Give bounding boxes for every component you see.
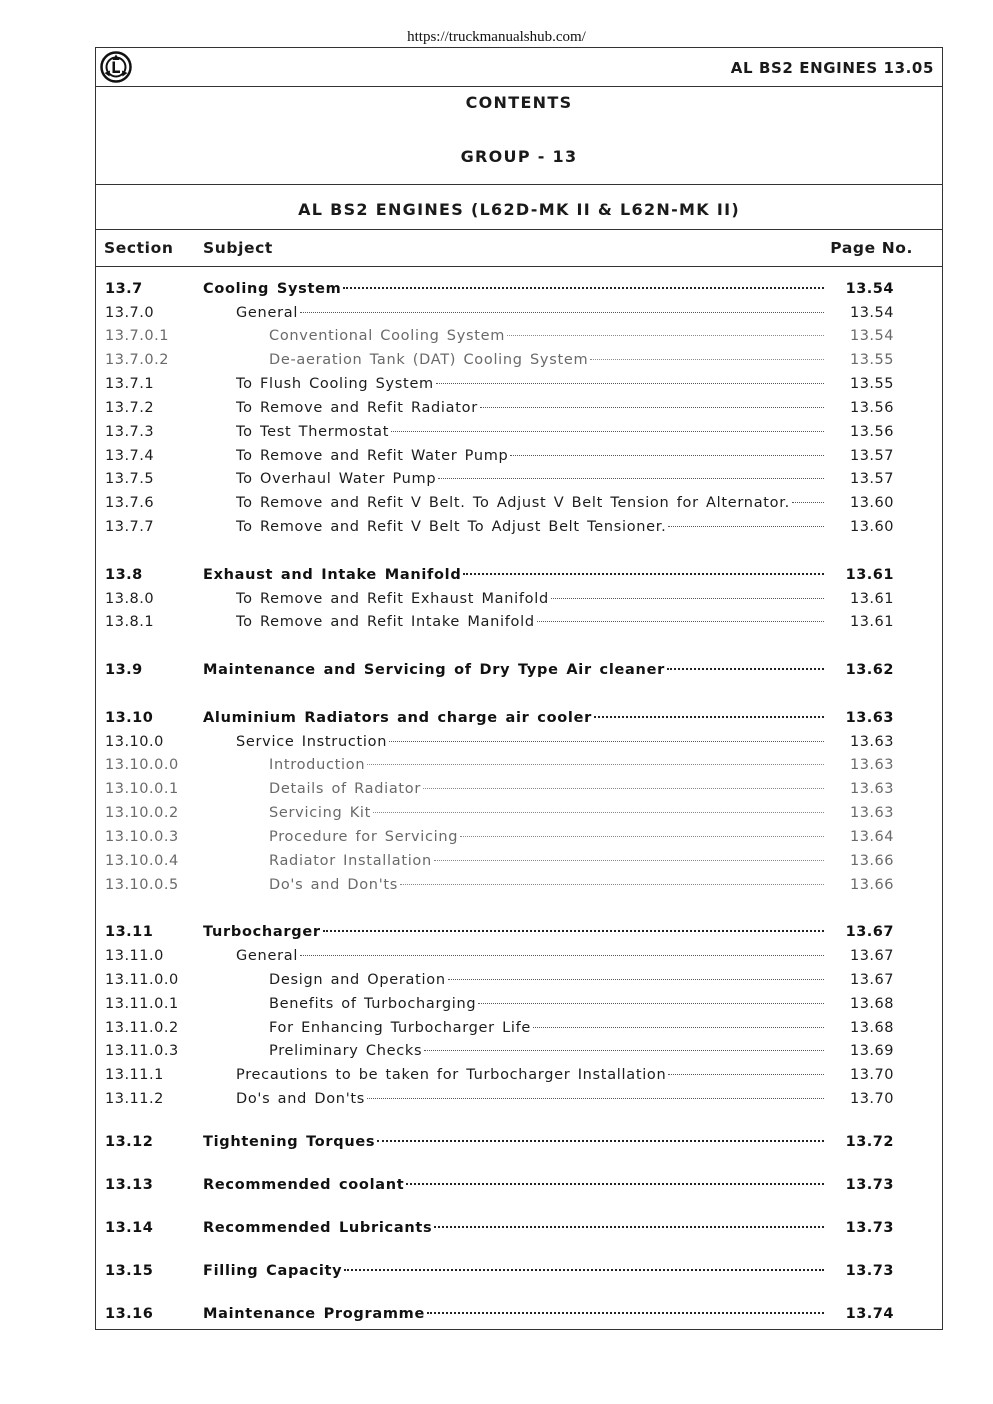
toc-section-number: 13.11.0.2 (105, 1020, 179, 1036)
dot-leader (406, 1183, 824, 1185)
toc-subject-text: To Remove and Refit Water Pump (236, 448, 509, 464)
toc-page-number: 13.70 (849, 1067, 894, 1083)
toc-subject-text: Do's and Don'ts (269, 877, 399, 893)
dot-leader (373, 812, 824, 813)
toc-entry[interactable] (96, 851, 942, 871)
toc-page-number: 13.54 (849, 305, 894, 321)
dot-leader (438, 478, 824, 479)
toc-page-number: 13.63 (845, 710, 894, 726)
page-frame (95, 47, 943, 1330)
dot-leader (507, 335, 824, 336)
toc-entry[interactable] (96, 660, 942, 680)
dot-leader (434, 860, 824, 861)
column-header-page: Page No. (830, 239, 913, 257)
toc-entry[interactable] (96, 517, 942, 537)
dot-leader (533, 1027, 824, 1028)
page-header (96, 48, 942, 87)
toc-page-number: 13.63 (849, 805, 894, 821)
toc-page-number: 13.64 (849, 829, 894, 845)
toc-subject-text: Maintenance and Servicing of Dry Type Air cleaner (203, 662, 665, 678)
toc-page-number: 13.55 (849, 352, 894, 368)
source-url[interactable]: https://truckmanualshub.com/ (407, 29, 586, 45)
toc-subject-text: Tightening Torques (203, 1134, 376, 1150)
toc-subject (203, 708, 824, 728)
toc-subject-text: Recommended Lubricants (203, 1220, 433, 1236)
toc-page-number: 13.60 (849, 519, 894, 535)
toc-subject-text: To Remove and Refit Radiator (236, 400, 478, 416)
dot-leader (510, 455, 824, 456)
contents-title: CONTENTS (465, 93, 573, 112)
toc-page-number: 13.67 (849, 972, 894, 988)
toc-section-number: 13.11.0.0 (105, 972, 179, 988)
toc-page-number: 13.54 (849, 328, 894, 344)
toc-subject-text: To Remove and Refit Exhaust Manifold (236, 591, 549, 607)
toc-page-number: 13.54 (845, 281, 894, 297)
toc-subject-text: Design and Operation (269, 972, 446, 988)
toc-entry[interactable] (96, 303, 942, 323)
toc-page-number: 13.67 (849, 948, 894, 964)
toc-subject (236, 374, 824, 394)
toc-subject (203, 1132, 824, 1152)
toc-subject-text: Do's and Don'ts (236, 1091, 366, 1107)
toc-section-number: 13.7.0.1 (105, 328, 169, 344)
toc-page-number: 13.66 (849, 877, 894, 893)
toc-page-number: 13.60 (849, 495, 894, 511)
toc-subject-text: For Enhancing Turbocharger Life (269, 1020, 532, 1036)
toc-subject (236, 422, 824, 442)
toc-section-number: 13.10.0 (105, 734, 164, 750)
toc-subject (236, 946, 824, 966)
dot-leader (668, 1074, 824, 1075)
column-header-subject: Subject (203, 239, 273, 257)
toc-page-number: 13.74 (845, 1306, 894, 1322)
toc-subject (203, 1261, 824, 1281)
dot-leader (367, 764, 824, 765)
toc-section-number: 13.11 (105, 924, 154, 940)
toc-section-number: 13.15 (105, 1263, 154, 1279)
toc-section-number: 13.7.0 (105, 305, 155, 321)
toc-subject (269, 779, 824, 799)
toc-entry[interactable] (96, 446, 942, 466)
toc-entry[interactable] (96, 708, 942, 728)
toc-subject (203, 660, 824, 680)
toc-section-number: 13.7.5 (105, 471, 155, 487)
toc-page-number: 13.62 (845, 662, 894, 678)
toc-subject-text: Conventional Cooling System (269, 328, 506, 344)
toc-page-number: 13.56 (849, 424, 894, 440)
toc-subject (269, 755, 824, 775)
dot-leader (667, 668, 824, 670)
toc-subject (269, 350, 824, 370)
toc-page-number: 13.56 (849, 400, 894, 416)
toc-entry[interactable] (96, 350, 942, 370)
toc-page-number: 13.63 (849, 781, 894, 797)
dot-leader (480, 407, 824, 408)
toc-subject (203, 1304, 824, 1324)
toc-subject-text: Cooling System (203, 281, 342, 297)
toc-subject-text: General (236, 948, 299, 964)
toc-section-number: 13.10.0.0 (105, 757, 179, 773)
toc-subject (236, 517, 824, 537)
toc-page-number: 13.73 (845, 1220, 894, 1236)
dot-leader (391, 431, 824, 432)
dot-leader (448, 979, 824, 980)
toc-section-number: 13.12 (105, 1134, 154, 1150)
toc-section-number: 13.7.2 (105, 400, 155, 416)
toc-subject-text: To Overhaul Water Pump (236, 471, 437, 487)
toc-subject-text: Maintenance Programme (203, 1306, 425, 1322)
toc-entry[interactable] (96, 1018, 942, 1038)
dot-leader (434, 1226, 824, 1228)
toc-section-number: 13.10.0.4 (105, 853, 179, 869)
toc-subject-text: Procedure for Servicing (269, 829, 459, 845)
toc-section-number: 13.8 (105, 567, 143, 583)
toc-section-number: 13.11.0.3 (105, 1043, 179, 1059)
toc-page-number: 13.73 (845, 1177, 894, 1193)
toc-section-number: 13.9 (105, 662, 143, 678)
toc-entry[interactable] (96, 994, 942, 1014)
toc-page-number: 13.57 (849, 471, 894, 487)
engine-title: AL BS2 ENGINES (L62D-MK II & L62N-MK II) (298, 200, 740, 219)
toc-section-number: 13.11.0 (105, 948, 164, 964)
toc-entry[interactable] (96, 279, 942, 299)
dot-leader (367, 1098, 824, 1099)
toc-section-number: 13.10.0.2 (105, 805, 179, 821)
dot-leader (323, 930, 824, 932)
toc-section-number: 13.10.0.3 (105, 829, 179, 845)
toc-entry[interactable] (96, 970, 942, 990)
toc-subject-text: General (236, 305, 299, 321)
toc-page-number: 13.57 (849, 448, 894, 464)
toc-subject (269, 1041, 824, 1061)
toc-entry[interactable] (96, 469, 942, 489)
dot-leader (792, 502, 824, 503)
dot-leader (300, 955, 824, 956)
toc-entry[interactable] (96, 946, 942, 966)
dot-leader (590, 359, 824, 360)
toc-subject-text: To Remove and Refit V Belt To Adjust Belt Tensioner. (236, 519, 667, 535)
toc-subject (236, 303, 824, 323)
toc-entry[interactable] (96, 1132, 942, 1152)
toc-section-number: 13.7.3 (105, 424, 155, 440)
toc-subject (236, 469, 824, 489)
toc-subject-text: To Remove and Refit V Belt. To Adjust V Belt Tension for Alternator. (236, 495, 790, 511)
dot-leader (343, 287, 824, 289)
column-header-section: Section (104, 239, 174, 257)
dot-leader (478, 1003, 824, 1004)
toc-subject (203, 1218, 824, 1238)
toc-subject-text: Preliminary Checks (269, 1043, 423, 1059)
dot-leader (460, 836, 824, 837)
dot-leader (424, 1050, 824, 1051)
toc-subject-text: De-aeration Tank (DAT) Cooling System (269, 352, 589, 368)
toc-section-number: 13.13 (105, 1177, 154, 1193)
toc-section-number: 13.11.1 (105, 1067, 164, 1083)
toc-subject-text: Filling Capacity (203, 1263, 343, 1279)
toc-page-number: 13.68 (849, 996, 894, 1012)
toc-page-number: 13.68 (849, 1020, 894, 1036)
toc-subject-text: To Flush Cooling System (236, 376, 434, 392)
dot-leader (389, 741, 824, 742)
dot-leader (463, 573, 824, 575)
toc-subject-text: Details of Radiator (269, 781, 422, 797)
toc-subject (269, 970, 824, 990)
group-title: GROUP - 13 (460, 147, 578, 166)
toc-section-number: 13.7.1 (105, 376, 155, 392)
toc-subject-text: Aluminium Radiators and charge air cooler (203, 710, 592, 726)
toc-page-number: 13.61 (845, 567, 894, 583)
toc-page-number: 13.70 (849, 1091, 894, 1107)
toc-section-number: 13.7 (105, 281, 143, 297)
ashok-leyland-logo-icon (100, 51, 132, 83)
toc-section-number: 13.10.0.1 (105, 781, 179, 797)
toc-subject-text: Radiator Installation (269, 853, 432, 869)
toc-subject (236, 493, 824, 513)
toc-subject (236, 398, 824, 418)
toc-subject (236, 1089, 824, 1109)
dot-leader (400, 884, 824, 885)
toc-entry[interactable] (96, 612, 942, 632)
toc-entry[interactable] (96, 374, 942, 394)
toc-entry[interactable] (96, 398, 942, 418)
toc-page-number: 13.55 (849, 376, 894, 392)
toc-entry[interactable] (96, 493, 942, 513)
toc-subject (203, 565, 824, 585)
divider (96, 184, 942, 185)
toc-section-number: 13.11.0.1 (105, 996, 179, 1012)
toc-entry[interactable] (96, 922, 942, 942)
toc-section-number: 13.10.0.5 (105, 877, 179, 893)
toc-section-number: 13.8.0 (105, 591, 155, 607)
toc-entry[interactable] (96, 1089, 942, 1109)
toc-entry[interactable] (96, 565, 942, 585)
toc-entry[interactable] (96, 1304, 942, 1324)
toc-page-number: 13.69 (849, 1043, 894, 1059)
toc-subject (269, 803, 824, 823)
toc-section-number: 13.10 (105, 710, 154, 726)
toc-subject (203, 922, 824, 942)
toc-page-number: 13.73 (845, 1263, 894, 1279)
toc-subject-text: Recommended coolant (203, 1177, 405, 1193)
dot-leader (300, 312, 824, 313)
toc-entry[interactable] (96, 1065, 942, 1085)
toc-entry[interactable] (96, 875, 942, 895)
dot-leader (551, 598, 824, 599)
toc-subject-text: Service Instruction (236, 734, 388, 750)
toc-subject-text: Introduction (269, 757, 366, 773)
toc-subject-text: Precautions to be taken for Turbocharger Installation (236, 1067, 667, 1083)
toc-subject-text: To Test Thermostat (236, 424, 390, 440)
toc-entry[interactable] (96, 1218, 942, 1238)
toc-page-number: 13.72 (845, 1134, 894, 1150)
toc-entry[interactable] (96, 827, 942, 847)
toc-subject (203, 279, 824, 299)
dot-leader (436, 383, 824, 384)
divider (96, 229, 942, 230)
toc-subject (269, 326, 824, 346)
toc-entry[interactable] (96, 803, 942, 823)
toc-page-number: 13.67 (845, 924, 894, 940)
dot-leader (344, 1269, 824, 1271)
toc-section-number: 13.14 (105, 1220, 154, 1236)
toc-subject (269, 1018, 824, 1038)
toc-entry[interactable] (96, 779, 942, 799)
dot-leader (537, 621, 824, 622)
toc-subject-text: Exhaust and Intake Manifold (203, 567, 462, 583)
toc-entry[interactable] (96, 1041, 942, 1061)
toc-subject (236, 446, 824, 466)
toc-entry[interactable] (96, 1175, 942, 1195)
toc-entry[interactable] (96, 732, 942, 752)
toc-subject (269, 994, 824, 1014)
toc-section-number: 13.16 (105, 1306, 154, 1322)
toc-entry[interactable] (96, 422, 942, 442)
toc-subject (236, 732, 824, 752)
toc-section-number: 13.7.7 (105, 519, 155, 535)
toc-section-number: 13.8.1 (105, 614, 155, 630)
header-title: AL BS2 ENGINES 13.05 (730, 59, 934, 77)
toc-page-number: 13.63 (849, 757, 894, 773)
toc-page-number: 13.61 (849, 614, 894, 630)
toc-entry[interactable] (96, 589, 942, 609)
toc-subject (203, 1175, 824, 1195)
toc-subject (236, 589, 824, 609)
toc-subject (269, 827, 824, 847)
divider (96, 266, 942, 267)
toc-subject-text: Servicing Kit (269, 805, 372, 821)
toc-subject-text: To Remove and Refit Intake Manifold (236, 614, 535, 630)
toc-subject (269, 851, 824, 871)
dot-leader (594, 716, 824, 718)
toc-section-number: 13.7.6 (105, 495, 155, 511)
toc-subject-text: Benefits of Turbocharging (269, 996, 477, 1012)
toc-entry[interactable] (96, 755, 942, 775)
toc-entry[interactable] (96, 326, 942, 346)
dot-leader (427, 1312, 824, 1314)
toc-subject (236, 1065, 824, 1085)
dot-leader (668, 526, 824, 527)
toc-subject (269, 875, 824, 895)
toc-page-number: 13.63 (849, 734, 894, 750)
toc-section-number: 13.7.4 (105, 448, 155, 464)
toc-page-number: 13.66 (849, 853, 894, 869)
dot-leader (423, 788, 824, 789)
toc-entry[interactable] (96, 1261, 942, 1281)
toc-page-number: 13.61 (849, 591, 894, 607)
toc-subject-text: Turbocharger (203, 924, 321, 940)
toc-subject (236, 612, 824, 632)
dot-leader (377, 1140, 824, 1142)
toc-section-number: 13.7.0.2 (105, 352, 169, 368)
toc-section-number: 13.11.2 (105, 1091, 164, 1107)
